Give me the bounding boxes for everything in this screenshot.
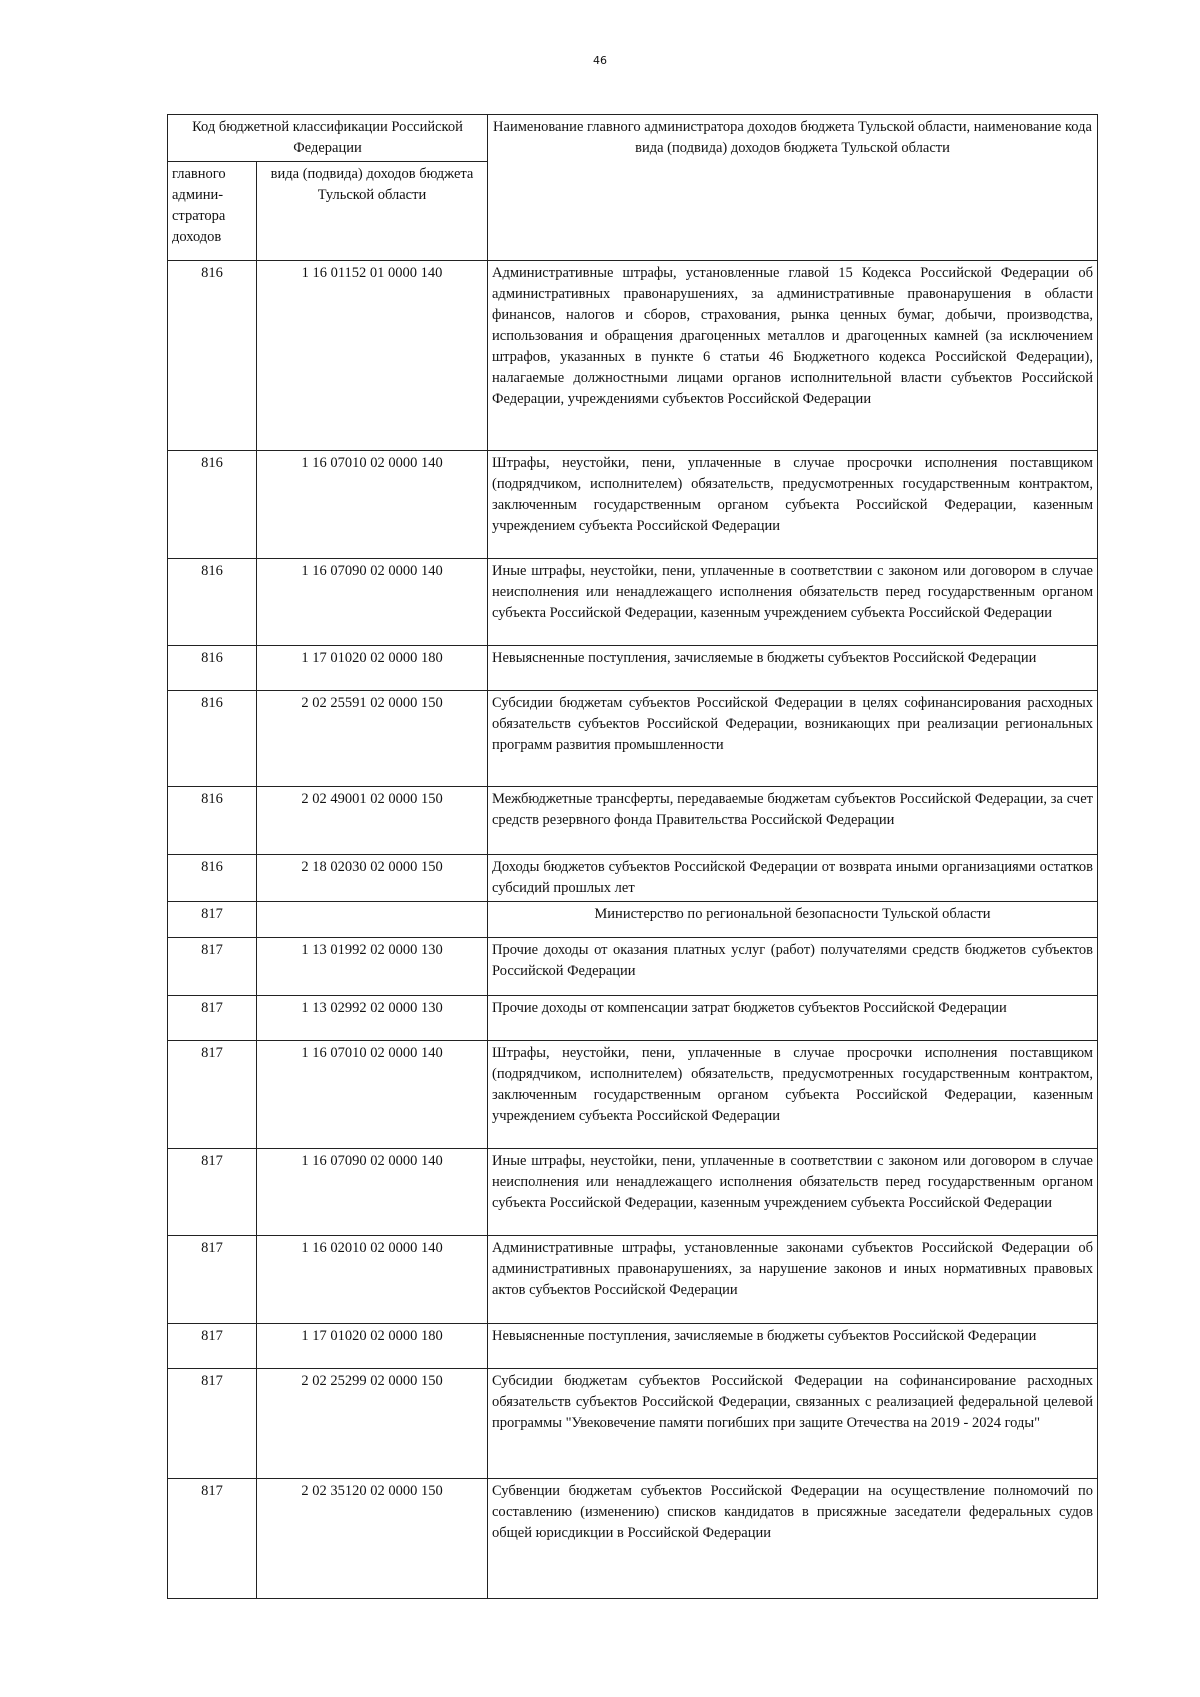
cell-income-name: Субсидии бюджетам субъектов Российской Федерации в целях софинансирования расходных обязательств субъектов Российской Федерации, возникающих при реализации региональных программ развития промышленности	[488, 691, 1098, 787]
cell-income-code: 1 16 07010 02 0000 140	[257, 451, 488, 559]
table-row	[168, 1041, 1098, 1149]
table-row	[168, 996, 1098, 1041]
cell-income-code: 2 02 25299 02 0000 150	[257, 1369, 488, 1479]
cell-admin-code: 816	[168, 787, 257, 855]
cell-admin-code: 817	[168, 1149, 257, 1236]
cell-admin-code: 816	[168, 261, 257, 451]
cell-income-name: Штрафы, неустойки, пени, уплаченные в случае просрочки исполнения поставщиком (подрядчиком, исполнителем) обязательств, предусмотренных государственным контрактом, заключенным государственным органом субъекта Российской Федерации, казенным учреждением субъекта Российской Федерации	[488, 1041, 1098, 1149]
table-row	[168, 1369, 1098, 1479]
header-code: вида (подвида) доходов бюджета Тульской области	[257, 162, 488, 261]
cell-income-name: Невыясненные поступления, зачисляемые в бюджеты субъектов Российской Федерации	[488, 646, 1098, 691]
cell-income-code: 1 13 02992 02 0000 130	[257, 996, 488, 1041]
cell-admin-code: 816	[168, 855, 257, 902]
cell-admin-code: 816	[168, 646, 257, 691]
table-row	[168, 691, 1098, 787]
cell-income-name: Невыясненные поступления, зачисляемые в бюджеты субъектов Российской Федерации	[488, 1324, 1098, 1369]
table-row	[168, 261, 1098, 451]
cell-admin-code: 816	[168, 451, 257, 559]
cell-admin-code: 817	[168, 1479, 257, 1599]
table-row	[168, 787, 1098, 855]
table-row	[168, 451, 1098, 559]
table-body	[168, 261, 1098, 1599]
cell-income-name: Прочие доходы от оказания платных услуг (работ) получателями средств бюджетов субъектов Российской Федерации	[488, 938, 1098, 996]
cell-admin-code: 817	[168, 938, 257, 996]
table-row	[168, 1149, 1098, 1236]
cell-income-code: 1 16 01152 01 0000 140	[257, 261, 488, 451]
cell-income-name: Субсидии бюджетам субъектов Российской Федерации на софинансирование расходных обязательств субъектов Российской Федерации, связанных с реализацией федеральной целевой программы "Увековечение памяти погибших при защите Отечества на 2019 - 2024 годы"	[488, 1369, 1098, 1479]
cell-income-code	[257, 902, 488, 938]
cell-admin-code: 817	[168, 996, 257, 1041]
table-row	[168, 938, 1098, 996]
cell-admin-code: 816	[168, 559, 257, 646]
cell-income-name: Доходы бюджетов субъектов Российской Федерации от возврата иными организациями остатков субсидий прошлых лет	[488, 855, 1098, 902]
budget-classification-table	[167, 114, 1098, 1599]
cell-income-name: Прочие доходы от компенсации затрат бюджетов субъектов Российской Федерации	[488, 996, 1098, 1041]
cell-income-code: 1 17 01020 02 0000 180	[257, 646, 488, 691]
table-row	[168, 1236, 1098, 1324]
page-number: 46	[593, 54, 607, 67]
cell-income-name: Штрафы, неустойки, пени, уплаченные в случае просрочки исполнения поставщиком (подрядчиком, исполнителем) обязательств, предусмотренных государственным контрактом, заключенным государственным органом субъекта Российской Федерации, казенным учреждением субъекта Российской Федерации	[488, 451, 1098, 559]
cell-admin-code: 817	[168, 1041, 257, 1149]
cell-administrator-name: Министерство по региональной безопасности Тульской области	[488, 902, 1098, 938]
cell-income-name: Межбюджетные трансферты, передаваемые бюджетам субъектов Российской Федерации, за счет средств резервного фонда Правительства Российской Федерации	[488, 787, 1098, 855]
cell-income-code: 1 13 01992 02 0000 130	[257, 938, 488, 996]
cell-income-code: 2 18 02030 02 0000 150	[257, 855, 488, 902]
cell-income-code: 2 02 49001 02 0000 150	[257, 787, 488, 855]
table-row	[168, 1479, 1098, 1599]
table-row	[168, 1324, 1098, 1369]
cell-income-code: 2 02 25591 02 0000 150	[257, 691, 488, 787]
table-row	[168, 902, 1098, 938]
cell-admin-code: 817	[168, 902, 257, 938]
cell-admin-code: 816	[168, 691, 257, 787]
cell-income-name: Иные штрафы, неустойки, пени, уплаченные в соответствии с законом или договором в случае неисполнения или ненадлежащего исполнения обязательств перед государственным органом субъекта Российской Федерации, казенным учреждением субъекта Российской Федерации	[488, 559, 1098, 646]
table-header-row	[168, 115, 1098, 162]
cell-income-code: 1 16 07010 02 0000 140	[257, 1041, 488, 1149]
table-row	[168, 646, 1098, 691]
cell-income-code: 1 16 02010 02 0000 140	[257, 1236, 488, 1324]
cell-income-name: Административные штрафы, установленные законами субъектов Российской Федерации об административных правонарушениях, за нарушение законов и иных нормативных правовых актов субъектов Российской Федерации	[488, 1236, 1098, 1324]
table-row	[168, 855, 1098, 902]
header-name: Наименование главного администратора доходов бюджета Тульской области, наименование кода вида (подвида) доходов бюджета Тульской области	[488, 115, 1098, 261]
header-group-code: Код бюджетной классификации Российской Федерации	[168, 115, 488, 162]
cell-income-name: Административные штрафы, установленные главой 15 Кодекса Российской Федерации об административных правонарушениях, за административные правонарушения в области финансов, налогов и сборов, страхования, рынка ценных бумаг, добычи, производства, использования и обращения драгоценных металлов и драгоценных камней (за исключением штрафов, указанных в пункте 6 статьи 46 Бюджетного кодекса Российской Федерации), налагаемые должностными лицами органов исполнительной власти субъектов Российской Федерации, учреждениями субъектов Российской Федерации	[488, 261, 1098, 451]
cell-income-code: 2 02 35120 02 0000 150	[257, 1479, 488, 1599]
cell-income-name: Иные штрафы, неустойки, пени, уплаченные в соответствии с законом или договором в случае неисполнения или ненадлежащего исполнения обязательств перед государственным органом субъекта Российской Федерации, казенным учреждением субъекта Российской Федерации	[488, 1149, 1098, 1236]
cell-income-code: 1 16 07090 02 0000 140	[257, 1149, 488, 1236]
cell-admin-code: 817	[168, 1236, 257, 1324]
cell-admin-code: 817	[168, 1324, 257, 1369]
header-admin: главного админи-стратора доходов	[168, 162, 257, 261]
cell-income-code: 1 16 07090 02 0000 140	[257, 559, 488, 646]
cell-income-name: Субвенции бюджетам субъектов Российской Федерации на осуществление полномочий по составлению (изменению) списков кандидатов в присяжные заседатели федеральных судов общей юрисдикции в Российской Федерации	[488, 1479, 1098, 1599]
cell-income-code: 1 17 01020 02 0000 180	[257, 1324, 488, 1369]
table-row	[168, 559, 1098, 646]
cell-admin-code: 817	[168, 1369, 257, 1479]
